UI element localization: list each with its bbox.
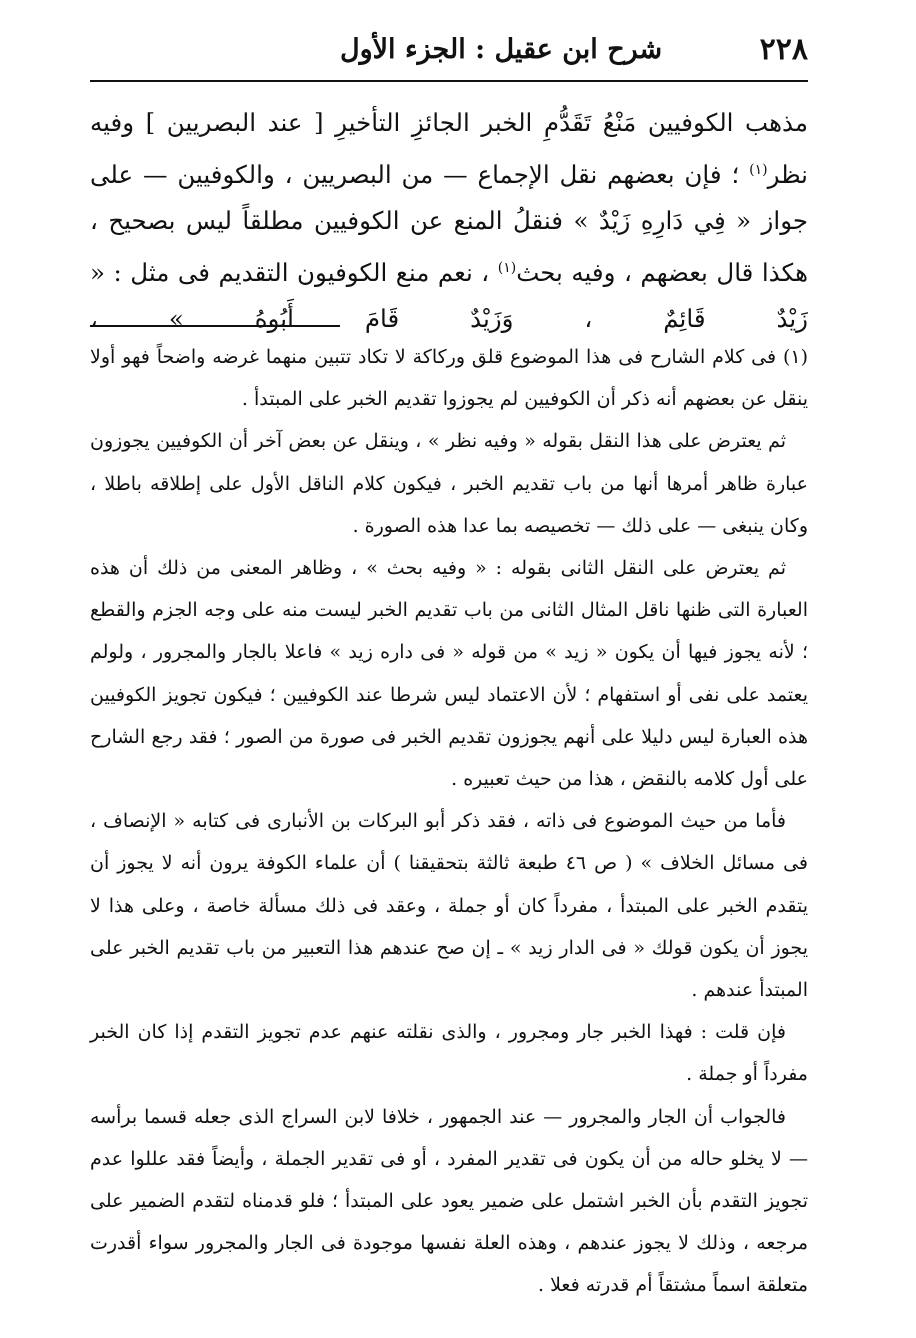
footnote-paragraph [90,336,808,420]
main-text [90,100,808,343]
main-text-part2: ؛ فإن بعضهم نقل الإجماع — من البصريين ، والكوفيين — على جواز « فِي دَارِهِ زَيْدٌ » فنقلُ المنع عن الكوفيين مطلقاً ليس بصحيح ، هكذا قال بعضهم ، وفيه بحث [90,159,808,287]
page-header [90,28,808,82]
footnote-paragraph: فالجواب أن الجار والمجرور — عند الجمهور ، خلافا لابن السراج الذى جعله قسما برأسه — لا يخلو حاله من أن يكون فى تقدير المفرد ، أو فى تقدير الجملة ، وأيضاً فقد عللوا عدم تجويز التقدم بأن الخبر اشتمل على ضمير يعود على المبتدأ ؛ فلو قدمناه لتقدم الضمير على مرجعه ، وذلك لا يجوز عندهم ، وهذه العلة نفسها موجودة فى الجار والمجرور سواء أقدرت متعلقة اسماً مشتقاً أم قدرته فعلا . [90,1105,808,1297]
footnote-number: (١) [782,346,808,368]
page-number: ٢٢٨ [759,32,808,67]
running-title: شرح ابن عقيل : الجزء الأول [340,34,663,65]
main-paragraph [90,100,808,343]
footnote-divider [90,325,340,327]
footnote-paragraph: ثم يعترض على هذا النقل بقوله « وفيه نظر » ، وينقل عن بعض آخر أن الكوفيين يجوزون عبارة ظاهر أمرها أنها من باب تقديم الخبر ، فيكون كلام الناقل الأول على إطلاقه باطلا ، وكان ينبغى — على ذلك — تخصيصه بما عدا هذه الصورة . [90,430,808,537]
main-text-part3: ، نعم منع الكوفيون التقديم فى مثل : « زَيْدٌ قَائِمٌ ، وَزَيْدٌ قَامَ أَبُوهُ » ، [90,257,808,334]
footnote-ref: (١) [749,161,768,178]
footnote-paragraph: فأما من حيث الموضوع فى ذاته ، فقد ذكر أبو البركات بن الأنبارى فى كتابه « الإنصاف ، فى مسائل الخلاف » ( ص ٤٦ طبعة ثالثة بتحقيقنا ) أن علماء الكوفة يرون أنه لا يجوز أن يتقدم الخبر على المبتدأ ، مفرداً كان أو جملة ، وعقد فى ذلك مسألة خاصة ، وعلى هذا لا يجوز أن يكون قولك « فى الدار زيد » ـ إن صح عندهم هذا التعبير من باب تقديم الخبر على المبتدأ عندهم . [90,810,809,1002]
footnotes [90,336,808,1307]
footnote-paragraph: فإن قلت : فهذا الخبر جار ومجرور ، والذى نقلته عنهم عدم تجويز التقدم إذا كان الخبر مفرداً أو جملة . [90,1021,808,1086]
main-text-part1: مذهب الكوفيين مَنْعُ تَقَدُّمِ الخبر الجائزِ التأخيرِ [ عند البصريين ] وفيه نظر [90,108,808,189]
footnote-ref: (١) [497,259,517,276]
footnote-paragraph: ثم يعترض على النقل الثانى بقوله : « وفيه بحث » ، وظاهر المعنى من ذلك أن هذه العبارة التى ظنها ناقل المثال الثانى من باب تقديم الخبر ليست منه على وجه الجزم والقطع ؛ لأنه يجوز فيها أن يكون « زيد » من قوله « فى داره زيد » فاعلا بالجار والمجرور ، ولولم يعتمد على نفى أو استفهام ؛ لأن الاعتماد ليس شرطا عند الكوفيين ؛ فيكون تجويز الكوفيين هذه العبارة ليس دليلا على أنهم يجوزون تقديم الخبر فى صورة من الصور ؛ فقد رجع الشارح على أول كلامه بالنقض ، هذا من حيث تعبيره . [90,557,808,791]
footnote-text: فى كلام الشارح فى هذا الموضوع قلق وركاكة لا تكاد تتبين منهما غرضه واضحاً فهو أولا ينقل عن بعضهم أنه ذكر أن الكوفيين لم يجوزوا تقديم الخبر على المبتدأ . [90,346,808,411]
